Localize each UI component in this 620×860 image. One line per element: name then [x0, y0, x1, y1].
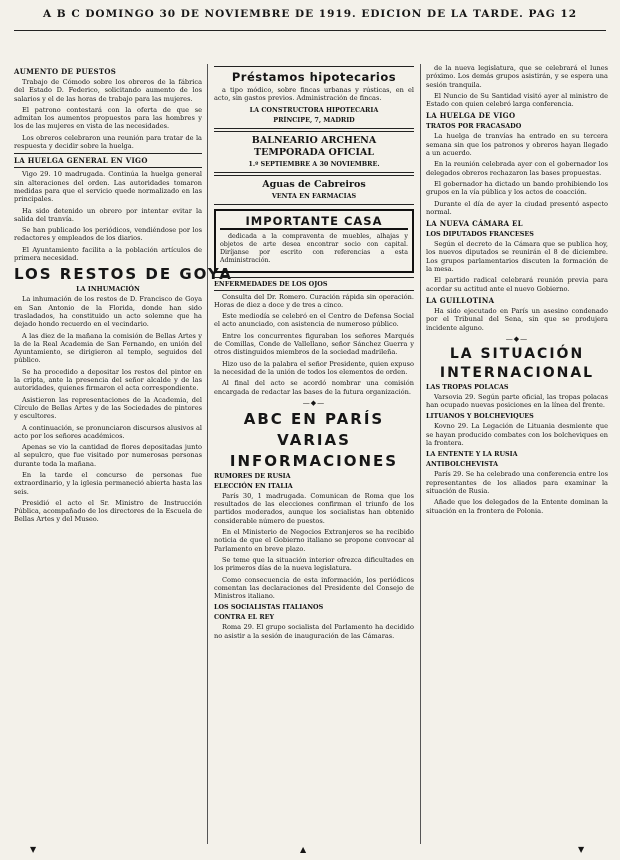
article-paragraph: Ha sido detenido un obrero por intentar evitar la salida del tranvía.	[14, 206, 202, 223]
subheadline: CONTRA EL REY	[214, 613, 275, 622]
article-paragraph: París 29. Se ha celebrado una conferencia entre los representantes de los aliados para examinar la situación de Rusia.	[426, 470, 608, 495]
article-paragraph: Se teme que la situación interior ofrezca dificultades en los primeros días de la nueva legislatura.	[214, 555, 414, 573]
ad-subtitle: TEMPORADA OFICIAL	[254, 146, 374, 158]
subheadline: LOS SOCIALISTAS ITALIANOS	[214, 603, 324, 612]
article-paragraph: Se ha procedido a depositar los restos del pintor en la cripta, ante la presencia del señor alcalde y de las autoridades, quienes firmaron el acta correspondiente.	[14, 367, 202, 393]
ad-title: IMPORTANTE CASA	[220, 214, 408, 230]
column-2	[214, 64, 414, 844]
section-kicker: AUMENTO DE PUESTOS	[14, 67, 117, 76]
ad-firm: LA CONSTRUCTORA HIPOTECARIA	[249, 105, 379, 114]
headline-internacional: INTERNACIONAL	[439, 364, 595, 381]
headline-abc-paris: ABC EN PARÍS	[243, 409, 385, 428]
article-paragraph: Este mediodía se celebró en el Centro de Defensa Social el acto anunciado, con asistencia de numeroso público.	[214, 312, 414, 329]
article-paragraph: Se han publicado los periódicos, vendiéndose por los redactores y empleados de los diarios.	[14, 226, 202, 243]
article-paragraph: El Nuncio de Su Santidad visitó ayer al ministro de Estado con quien celebró larga conferencia.	[426, 91, 608, 109]
masthead-rule	[14, 30, 606, 31]
registration-mark: ▼	[30, 845, 37, 854]
article-paragraph: A las diez de la mañana la comisión de Bellas Artes y la de la Real Academia de San Fernando, en unión del Ayuntamiento, se dirigieron al templo, seguidos del público.	[14, 331, 202, 365]
subheadline: LAS TROPAS POLACAS	[426, 382, 509, 391]
subheadline: LOS DIPUTADOS FRANCESES	[426, 230, 534, 239]
article-paragraph: Apenas se vio la cantidad de flores depositadas junto al sepulcro, que fue visitado por numerosas personas durante toda la mañana.	[14, 443, 202, 468]
headline-informaciones: INFORMACIONES	[229, 451, 399, 470]
article-paragraph: Asistieron las representaciones de la Academia, del Círculo de Bellas Artes y de las Sociedades de pintores y escultores.	[14, 395, 202, 421]
ad-archena	[214, 131, 414, 173]
headline-situacion: LA SITUACIÓN	[449, 345, 585, 362]
article-paragraph: Como consecuencia de esta información, los periódicos comentan las declaraciones del Presidente del Consejo de Ministros italiano.	[214, 575, 414, 601]
column-1	[14, 64, 233, 844]
article-paragraph: El gobernador ha dictado un bando prohibiendo los grupos en la vía pública y los actos de coacción.	[426, 179, 608, 197]
article-paragraph: Añade que los delegados de la Entente dominan la situación en la frontera de Polonia.	[426, 498, 608, 515]
ornament-divider: —◆—	[505, 334, 529, 343]
ad-text: dedicada a la compraventa de muebles, alhajas y objetos de arte desea encontrar socio con capital. Diríjanse por escrito con referencias a esta Administración.	[220, 232, 408, 264]
article-paragraph: Los obreros celebraron una reunión para tratar de la respuesta y decidir sobre la huelga.	[14, 133, 202, 151]
article-paragraph: Hizo uso de la palabra el señor Presidente, quien expuso la necesidad de la unión de todos los elementos de orden.	[214, 359, 414, 376]
ornament-divider: —◆—	[302, 398, 326, 407]
ad-dates: 1.º SEPTIEMBRE A 30 NOVIEMBRE.	[248, 159, 380, 168]
section-kicker: LA NUEVA CÁMARA EL	[426, 219, 523, 229]
article-paragraph: Vigo 29. 10 madrugada. Continúa la huelga general sin alteraciones del orden. Las autoridades tomaron medidas para que el servicio quede normalizado en las principales.	[14, 170, 202, 204]
article-paragraph: La inhumación de los restos de D. Francisco de Goya en San Antonio de la Florida, donde han sido trasladados, ha constituido un acto solemne que ha dejado hondo recuerdo en el vecindario.	[14, 295, 202, 329]
article-paragraph: El Ayuntamiento facilita a la población artículos de primera necesidad.	[14, 245, 202, 263]
ad-hipotecarios	[214, 66, 414, 129]
article-paragraph: Roma 29. El grupo socialista del Parlamento ha decidido no asistir a la sesión de inauguración de las Cámaras.	[214, 623, 414, 640]
subheadline: ELECCIÓN EN ITALIA	[214, 481, 293, 490]
subheadline: LA INHUMACIÓN	[76, 285, 140, 294]
section-kicker: LA HUELGA DE VIGO	[426, 111, 516, 121]
ad-title: BALNEARIO ARCHENA	[251, 134, 377, 146]
page-masthead: A B C DOMINGO 30 DE NOVIEMBRE DE 1919. EDICION DE LA TARDE. PAG 12	[42, 8, 577, 20]
article-paragraph: Ha sido ejecutado en París un asesino condenado por el Tribunal del Sena, sin que se produjera incidente alguno.	[426, 306, 608, 332]
ad-text: a tipo módico, sobre fincas urbanas y rústicas, en el acto, sin gastos previos. Administración de fincas.	[214, 86, 414, 103]
column-divider	[207, 64, 208, 844]
column-3	[426, 64, 608, 844]
article-paragraph: Varsovia 29. Según parte oficial, las tropas polacas han ocupado nuevas posiciones en la línea del frente.	[426, 392, 608, 410]
article-paragraph: Trabajo de Cómodo sobre los obreros de la fábrica del Estado D. Federico, solicitando aumento de los salarios y el de las horas de trabajo para las mujeres.	[14, 78, 202, 103]
article-paragraph: En el Ministerio de Negocios Extranjeros se ha recibido noticia de que el Gobierno italiano se propone convocar al Parlamento en breve plazo.	[214, 528, 414, 553]
article-paragraph: Al final del acto se acordó nombrar una comisión encargada de redactar las bases de la futura organización.	[214, 379, 414, 396]
subheadline: RUMORES DE RUSIA	[214, 471, 291, 480]
subheadline: LA ENTENTE Y LA RUSIA	[426, 450, 518, 459]
ad-subtitle: VENTA EN FARMACIAS	[271, 191, 357, 200]
article-paragraph: Entre los concurrentes figuraban los señores Marqués de Comillas, Conde de Vallellano, señor Sánchez Guerra y otros distinguidos miembros de la sociedad madrileña.	[214, 331, 414, 357]
headline-varias: VARIAS	[277, 430, 351, 449]
ad-text: Consulta del Dr. Romero. Curación rápida sin operación. Horas de diez a doce y de tres a cinco.	[214, 292, 414, 309]
ad-title: Préstamos hipotecarios	[231, 70, 397, 84]
article-paragraph: Presidió el acto el Sr. Ministro de Instrucción Pública, acompañado de los directores de la Escuela de Bellas Artes y del Museo.	[14, 498, 202, 524]
article-paragraph: En la reunión celebrada ayer con el gobernador los delegados obreros rechazaron las bases propuestas.	[426, 160, 608, 177]
column-divider	[420, 64, 421, 844]
article-paragraph: En la tarde el concurso de personas fue extraordinario, y la iglesia permaneció abierta hasta las seis.	[14, 470, 202, 496]
article-paragraph: El patrono contestará con la oferta de que se admitan los aumentos propuestos para las hombres y los de las mujeres en vista de las necesidades.	[14, 105, 202, 131]
article-paragraph: Según el decreto de la Cámara que se publica hoy, los nuevos diputados se reunirán el 8 de diciembre. Los grupos parlamentarios discuten la formación de la mesa.	[426, 240, 608, 274]
subheadline: ANTIBOLCHEVISTA	[426, 460, 499, 469]
ad-importante-casa	[214, 209, 414, 273]
article-paragraph: A continuación, se pronunciaron discursos alusivos al acto por los señores académicos.	[14, 423, 202, 440]
headline-goya: LOS RESTOS DE GOYA	[14, 265, 233, 284]
article-paragraph: El partido radical celebrará reunión previa para acordar su actitud ante el nuevo Gobierno.	[426, 276, 608, 293]
subheadline: TRATOS POR FRACASADO	[426, 122, 522, 131]
section-kicker: LA GUILLOTINA	[426, 295, 495, 305]
article-paragraph: La huelga de tranvías ha entrado en su tercera semana sin que los patronos y obreros hayan llegado a un acuerdo.	[426, 132, 608, 158]
ad-title: Aguas de Cabreiros	[262, 178, 366, 190]
article-paragraph: de la nueva legislatura, que se celebrará el lunes próximo. Los demás grupos asistirán, y se espera una sesión tranquila.	[426, 64, 608, 89]
ad-cabreiros	[214, 175, 414, 205]
article-paragraph: Durante el día de ayer la ciudad presentó aspecto normal.	[426, 199, 608, 216]
ad-address: PRÍNCIPE, 7, MADRID	[273, 115, 355, 124]
section-kicker: LA HUELGA GENERAL EN VIGO	[14, 153, 202, 168]
registration-mark: ▲	[300, 845, 307, 854]
registration-mark: ▼	[578, 845, 585, 854]
ad-ojos-title: ENFERMEDADES DE LOS OJOS	[214, 277, 414, 291]
article-paragraph: París 30, 1 madrugada. Comunican de Roma que los resultados de las elecciones confirman el triunfo de los partidos moderados, aunque los socialistas han obtenido considerable número de puestos.	[214, 491, 414, 525]
subheadline: LITUANOS Y BOLCHEVIQUES	[426, 412, 534, 421]
article-paragraph: Kovno 29. La Legación de Lituania desmiente que se hayan producido combates con los bolcheviques en la frontera.	[426, 422, 608, 448]
